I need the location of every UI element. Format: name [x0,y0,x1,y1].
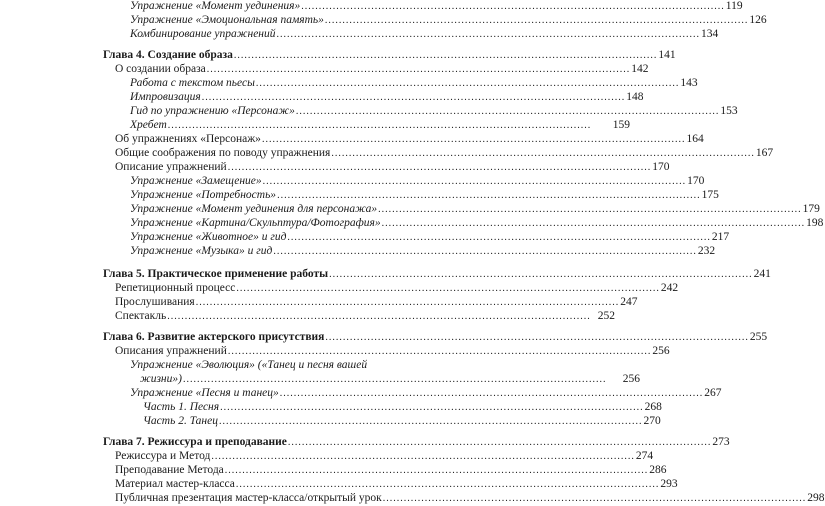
toc-entry-page: 256 [622,373,640,385]
toc-entry-e31 [0,449,719,463]
toc-entry-page: 142 [631,63,649,75]
toc-entry-page: 175 [701,189,719,201]
toc-entry-page: 148 [626,91,644,103]
toc-entry-e28 [0,400,747,414]
toc-entry-e27 [0,386,734,400]
toc-entry-e14 [0,188,734,202]
toc-entry-title: Упражнение «Животное» и гид [130,231,287,243]
toc-entry-e02 [0,13,767,27]
toc-entry-page: 153 [720,105,738,117]
toc-entry-e07 [0,90,734,104]
toc-entry-e25 [0,358,734,372]
toc-entry-page: 286 [649,464,667,476]
toc-entry-page: 141 [658,49,676,61]
toc-entry-page: 159 [612,119,630,131]
toc-entry-page: 217 [711,231,730,243]
toc-entry-title: Прослушивания [115,296,195,308]
toc-entry-title: Комбинирование упражнений [130,28,276,40]
toc-leader-dots: ......................................................................................................................... [287,437,712,448]
toc-entry-e19 [0,267,771,281]
toc-entry-page: 134 [701,28,719,40]
toc-entry-title: Упражнение «Момент уединения для персонажа» [130,203,378,215]
toc-leader-dots: ......................................................................................................................... [167,120,592,131]
toc-entry-e12 [0,160,719,174]
toc-entry-e33 [0,477,719,491]
toc-entry-page: 242 [660,282,679,294]
toc-leader-dots: ......................................................................................................................... [233,50,658,61]
toc-leader-dots: ......................................................................................................................... [224,465,649,476]
toc-entry-title: Глава 6. Развитие актерского присутствия [103,331,325,343]
toc-entry-title: Описание упражнений [115,161,227,173]
toc-entry-page: 256 [652,345,670,357]
toc-entry-page: 268 [644,401,662,413]
toc-entry-e18 [0,244,734,258]
toc-leader-dots: ......................................................................................................................... [273,246,697,257]
toc-entry-page: 255 [749,331,768,343]
toc-entry-page: 170 [652,161,670,173]
toc-entry-title: Описания упражнений [115,345,227,357]
toc-entry-page: 126 [749,14,767,26]
toc-entry-page: 119 [725,0,743,12]
toc-entry-page: 170 [687,175,705,187]
toc-entry-page: 273 [712,436,730,448]
toc-entry-title: Упражнение «Эмоциональная память» [130,14,324,26]
toc-entry-title: Преподавание Метода [115,464,224,476]
toc-entry-title: Упражнение «Замещение» [130,175,262,187]
toc-entry-title: Глава 4. Создание образа [103,49,233,61]
toc-entry-e17 [0,230,734,244]
toc-entry-title: Часть 2. Танец [143,415,218,427]
toc-entry-e06 [0,76,734,90]
toc-entry-page: 293 [660,478,678,490]
toc-leader-dots: ......................................................................................................................... [325,332,749,343]
toc-leader-dots: ......................................................................................................................... [201,92,626,103]
toc-leader-dots: ......................................................................................................................... [331,148,755,159]
toc-entry-title: Упражнение «Потребность» [130,189,277,201]
toc-entry-title: Репетиционный процесс [115,282,236,294]
toc-entry-title: Общие соображения по поводу упражнения [115,147,331,159]
toc-entry-title: Часть 1. Песня [143,401,220,413]
toc-leader-dots: ......................................................................................................................... [277,190,701,201]
toc-entry-title: Упражнение «Эволюция» («Танец и песня вашей [130,359,368,371]
toc-entry-e29 [0,414,747,428]
toc-leader-dots: ......................................................................................................................... [206,64,631,75]
toc-entry-title: Работа с текстом пьесы [130,77,255,89]
toc-entry-title: О создании образа [115,63,206,75]
toc-entry-e23 [0,330,768,344]
toc-leader-dots: ......................................................................................................................... [378,204,802,215]
toc-entry-e15 [0,202,820,216]
toc-entry-title: Упражнение «Песня и танец» [130,387,279,399]
toc-entry-page: 298 [807,492,825,504]
toc-leader-dots: ......................................................................................................................... [182,374,607,385]
toc-entry-title: Материал мастер-класса [115,478,235,490]
toc-leader-dots: ......................................................................................................................... [220,402,644,413]
toc-entry-e09 [0,118,734,132]
toc-leader-dots: ......................................................................................................................... [195,297,620,308]
toc-leader-dots: ......................................................................................................................... [324,15,749,26]
toc-entry-page: 270 [643,415,661,427]
toc-leader-dots: ......................................................................................................................... [279,388,704,399]
toc-leader-dots: ......................................................................................................................... [255,78,680,89]
toc-entry-e08 [0,104,738,118]
toc-entry-page: 252 [597,310,615,322]
toc-entry-title: жизни») [140,373,182,385]
toc-entry-page: 267 [704,387,722,399]
toc-entry-title: Упражнение «Момент уединения» [130,0,301,12]
toc-entry-page: 167 [755,147,774,159]
toc-entry-page: 164 [686,133,704,145]
toc-entry-e10 [0,132,719,146]
toc-entry-page: 247 [620,296,638,308]
toc-entry-e16 [0,216,824,230]
toc-leader-dots: ......................................................................................................................... [218,416,643,427]
toc-entry-e13 [0,174,734,188]
toc-leader-dots: ......................................................................................................................... [301,1,725,12]
toc-entry-page: 179 [802,203,820,215]
toc-entry-e30 [0,435,730,449]
toc-entry-e05 [0,62,719,76]
toc-leader-dots: ......................................................................................................................... [261,134,686,145]
toc-entry-e24 [0,344,719,358]
toc-entry-title: Об упражнениях «Персонаж» [115,133,261,145]
toc-entry-e01 [0,0,743,13]
toc-entry-page: 241 [753,268,771,280]
toc-leader-dots: ......................................................................................................................... [211,451,635,462]
toc-entry-title: Публичная презентация мастер-класса/открытый урок [115,492,382,504]
toc-entry-page: 198 [806,217,824,229]
toc-entry-title: Глава 5. Практическое применение работы [103,268,329,280]
toc-leader-dots: ......................................................................................................................... [381,218,806,229]
toc-leader-dots: ......................................................................................................................... [329,269,753,280]
toc-entry-title: Упражнение «Музыка» и гид [130,245,273,257]
toc-leader-dots: ......................................................................................................................... [227,346,652,357]
toc-entry-e04 [0,48,707,62]
toc-leader-dots: ......................................................................................................................... [276,29,701,40]
toc-entry-e20 [0,281,719,295]
toc-entry-title: Упражнение «Картина/Скульптура/Фотография» [130,217,381,229]
toc-entry-title: Гид по упражнению «Персонаж» [130,105,295,117]
toc-entry-e11 [0,146,774,160]
toc-leader-dots: ......................................................................................................................... [235,479,660,490]
toc-entry-title: Спектакль [115,310,167,322]
toc-entry-title: Импровизация [130,91,201,103]
toc-entry-e21 [0,295,719,309]
toc-entry-title: Режиссура и Метод [115,450,211,462]
toc-entry-e32 [0,463,719,477]
toc-entry-title: Глава 7. Режиссура и преподавание [103,436,287,448]
toc-leader-dots: ......................................................................................................................... [167,311,591,322]
toc-entry-title: Хребет [130,119,167,131]
toc-entry-e34 [0,491,825,505]
toc-leader-dots: ......................................................................................................................... [382,493,807,504]
toc-entry-e26 [0,372,744,386]
toc-entry-page: 274 [635,450,654,462]
toc-leader-dots: ......................................................................................................................... [287,232,711,243]
toc-leader-dots: ......................................................................................................................... [227,162,652,173]
toc-leader-dots: ......................................................................................................................... [236,283,660,294]
toc-entry-e03 [0,27,734,41]
toc-entry-page: 232 [697,245,716,257]
toc-leader-dots: ......................................................................................................................... [295,106,720,117]
toc-entry-page: 143 [680,77,698,89]
toc-leader-dots: ......................................................................................................................... [262,176,687,187]
toc-entry-e22 [0,309,719,323]
